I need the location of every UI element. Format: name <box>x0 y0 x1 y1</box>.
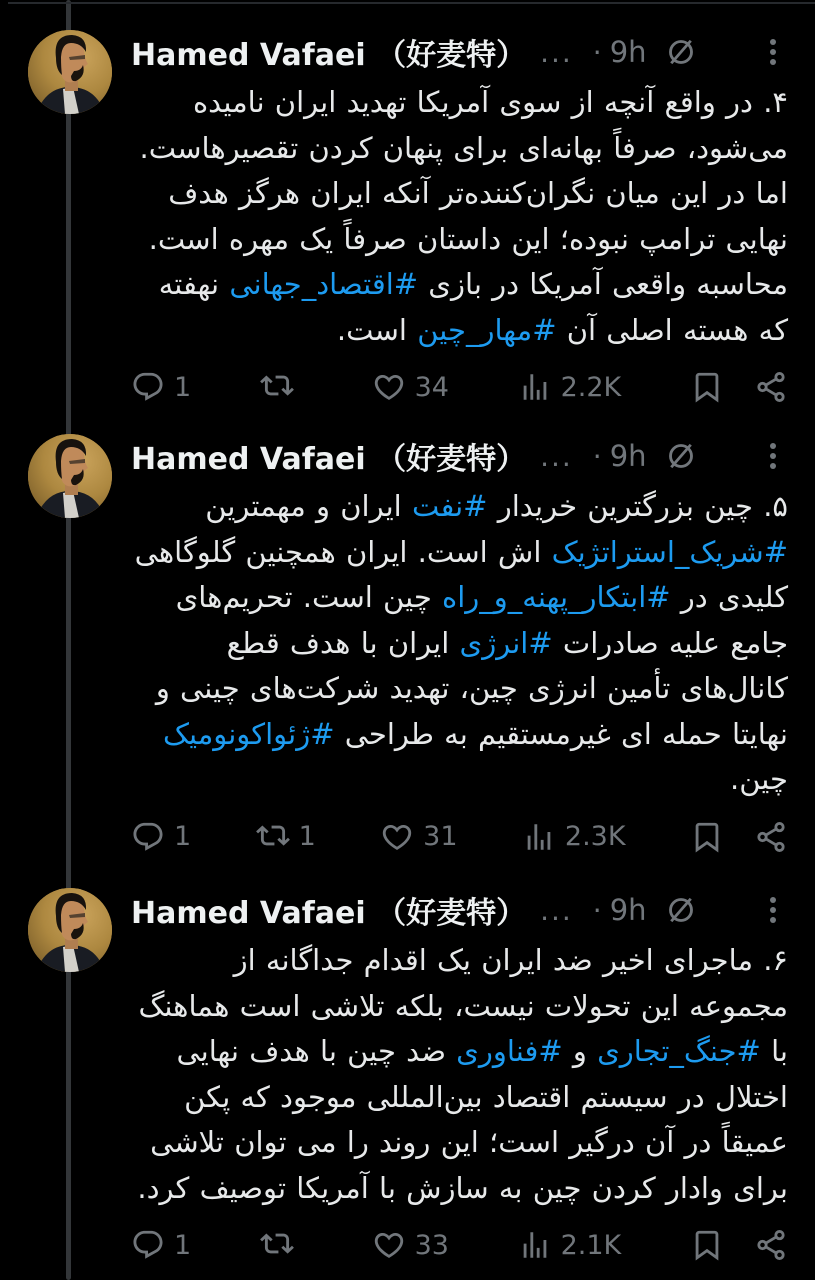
more-menu-icon[interactable] <box>758 890 788 930</box>
reply-count: 1 <box>174 1229 192 1261</box>
views-button[interactable] <box>518 370 622 404</box>
share-button[interactable] <box>754 370 788 404</box>
slashed-circle-icon <box>663 34 699 70</box>
tweet-actions <box>131 1223 788 1267</box>
tweet-header <box>131 30 788 74</box>
avatar[interactable] <box>28 30 112 114</box>
tweet-text <box>131 484 788 803</box>
hashtag-link[interactable]: #ژئواکونومیک <box>163 716 335 751</box>
timestamp[interactable]: 9h <box>609 35 647 69</box>
tweet-text-segment: ضد چین با هدف نهایی اختلال در سیستم اقتصاد بین‌المللی موجود که پکن عمیقاً در آن درگیر است؛ این روند را می توان تلاشی برای وادار کردن چین به سازش با آمریکا توصیف کرد. <box>137 1034 788 1205</box>
views-count: 2.1K <box>560 1229 622 1261</box>
tweet-divider <box>8 2 815 4</box>
share-button[interactable] <box>754 820 788 854</box>
tweet-actions <box>131 815 788 859</box>
tweet[interactable] <box>0 434 815 859</box>
bookmark-button[interactable] <box>690 820 724 854</box>
hashtag-link[interactable]: #شریک_استراتژیک <box>551 534 788 569</box>
truncated-handle: ... <box>540 893 573 927</box>
tweet-actions <box>131 365 788 409</box>
like-count: 34 <box>414 371 449 403</box>
tweet-text <box>131 80 788 353</box>
views-button[interactable] <box>518 1228 622 1262</box>
truncated-handle: ... <box>540 439 573 473</box>
hashtag-link[interactable]: #اقتصاد_جهانی <box>229 267 419 301</box>
tweet-text-segment: ایران و مهمترین <box>205 489 412 523</box>
views-count: 2.3K <box>564 821 626 852</box>
like-button[interactable] <box>372 1228 449 1262</box>
hashtag-link[interactable]: #فناوری <box>456 1034 563 1068</box>
hashtag-link[interactable]: #جنگ_تجاری <box>597 1034 761 1068</box>
truncated-handle: ... <box>540 35 573 69</box>
reply-button[interactable] <box>131 1228 191 1262</box>
dot-separator: · <box>592 35 602 69</box>
tweet-text-segment: چین. <box>730 762 788 796</box>
display-name[interactable]: Hamed Vafaei （好麦特） <box>131 896 527 931</box>
reply-button[interactable] <box>131 370 191 404</box>
tweet-text-segment: است. <box>336 312 418 347</box>
reply-count: 1 <box>174 821 192 852</box>
tweet-text <box>131 938 788 1211</box>
bookmark-button[interactable] <box>690 1228 724 1262</box>
like-count: 31 <box>423 821 458 852</box>
retweet-button[interactable] <box>256 820 316 854</box>
retweet-button[interactable] <box>260 1228 303 1262</box>
hashtag-link[interactable]: #ابتکار_پهنه_و_راه <box>442 580 671 614</box>
views-count: 2.2K <box>560 371 622 403</box>
avatar[interactable] <box>28 888 112 972</box>
tweet-header <box>131 888 788 932</box>
tweet-text-segment: ۵. چین بزرگترین خریدار <box>487 489 788 523</box>
reply-count: 1 <box>174 371 192 403</box>
tweet[interactable] <box>0 888 815 1267</box>
tweet-text-segment: و <box>562 1034 598 1068</box>
like-button[interactable] <box>380 820 457 854</box>
like-button[interactable] <box>372 370 449 404</box>
slashed-circle-icon <box>663 438 699 474</box>
tweet-text-segment: اش است. ایران همچنین گلوگاهی کلیدی در <box>134 534 788 614</box>
share-button[interactable] <box>754 1228 788 1262</box>
timestamp[interactable]: 9h <box>609 439 647 473</box>
avatar[interactable] <box>28 434 112 518</box>
views-button[interactable] <box>522 820 626 854</box>
more-menu-icon[interactable] <box>758 32 788 72</box>
bookmark-button[interactable] <box>690 370 724 404</box>
dot-separator: · <box>592 893 602 927</box>
display-name[interactable]: Hamed Vafaei （好麦特） <box>131 442 527 477</box>
retweet-count: 1 <box>298 821 316 852</box>
tweet-text-segment: ۶. ماجرای اخیر ضد ایران یک اقدام جداگانه از مجموعه این تحولات نیست، بلکه تلاشی است هماهنگ با <box>138 943 788 1068</box>
retweet-button[interactable] <box>260 370 303 404</box>
hashtag-link[interactable]: #مهار_چین <box>417 312 557 347</box>
tweet[interactable] <box>0 30 815 409</box>
dot-separator: · <box>592 439 602 473</box>
tweet-text-segment: ایران با هدف قطع کانال‌های تأمین انرژی چین، تهدید شرکت‌های چینی و نهایتا حمله ای غیرمستقیم به طراحی <box>155 625 788 751</box>
hashtag-link[interactable]: #نفت <box>411 489 488 523</box>
more-menu-icon[interactable] <box>758 436 788 476</box>
timestamp[interactable]: 9h <box>609 893 647 927</box>
hashtag-link[interactable]: #انرژی <box>459 625 553 660</box>
display-name[interactable]: Hamed Vafaei （好麦特） <box>131 38 527 73</box>
reply-button[interactable] <box>131 820 191 854</box>
tweet-header <box>131 434 788 478</box>
like-count: 33 <box>414 1229 449 1261</box>
tweet-text-segment: ۴. در واقع آنچه از سوی آمریکا تهدید ایران نامیده می‌شود، صرفاً بهانه‌ای برای پنهان کردن تقصیرهاست. اما در این میان نگران‌کننده‌تر آنکه ایران هرگز هدف نهایی ترامپ نبوده؛ این داستان صرفاً یک مهره است. محاسبه واقعی آمریکا در بازی <box>139 85 788 301</box>
slashed-circle-icon <box>663 892 699 928</box>
tweet-text-segment: چین است. تحریم‌های جامع علیه صادرات <box>175 580 788 660</box>
tweet-text-segment: نهفته که هسته اصلی آن <box>158 267 788 347</box>
